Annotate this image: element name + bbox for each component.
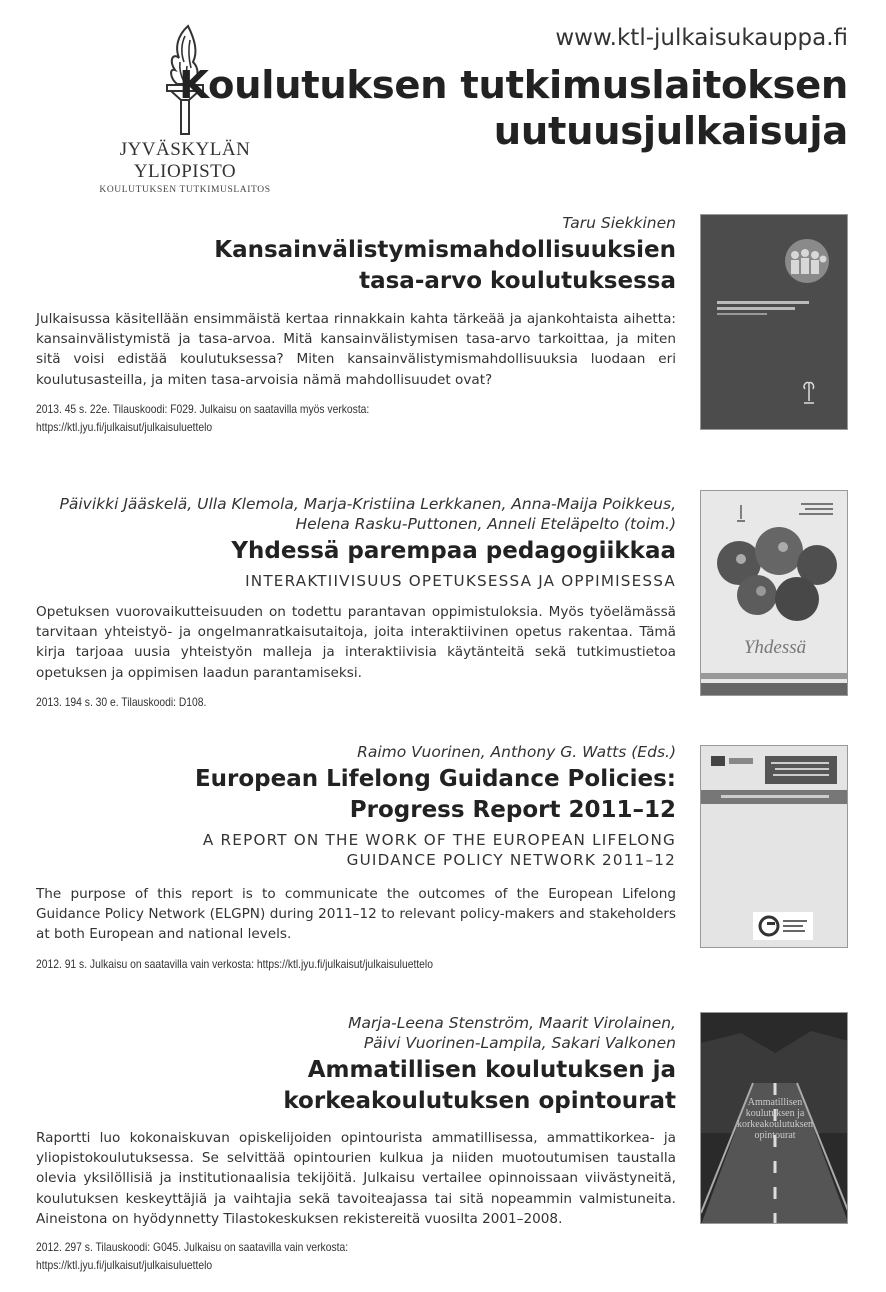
publication-authors: [36, 742, 676, 762]
publication-title: [36, 764, 676, 826]
publication-description: Opetuksen vuorovaikutteisuuden on todettu parantavan oppimistuloksia. Myös työelämässä tarvitaan yhteistyö- ja ongelmanratkaisutaitoja, joita interaktiivinen opetus rakentaa. Tämä kirja tarjoaa uusia yhteistyön malleja ja interaktiivisia käytänteitä sekä tutkimustietoa opetuksen ja oppimisen laadun parantamiseksi.: [36, 604, 676, 681]
cover-image-2: [700, 490, 848, 696]
publication-title: [36, 536, 676, 567]
svg-text:opintourat: opintourat: [754, 1130, 796, 1141]
title-line: tasa-arvo koulutuksessa: [359, 268, 676, 294]
university-name: JYVÄSKYLÄN YLIOPISTO: [119, 139, 251, 182]
cover-title: Yhdessä: [743, 637, 807, 658]
publication-authors: [36, 1013, 676, 1053]
publication-meta: [36, 400, 672, 436]
publication-meta: [36, 1238, 672, 1274]
publication-3: [36, 742, 676, 973]
page-headline: [179, 63, 848, 155]
title-line: Kansainvälistymismahdollisuuksien: [214, 237, 676, 263]
author-line: Päivikki Jääskelä, Ulla Klemola, Marja-Kristiina Lerkkanen, Anna-Maija Poikkeus,: [59, 495, 676, 513]
publication-subtitle: [36, 830, 676, 870]
meta-line[interactable]: 2012. 91 s. Julkaisu on saatavilla vain verkosta: https://ktl.jyu.fi/julkaisut/julkaisuluettelo: [36, 956, 433, 971]
author-line: Raimo Vuorinen, Anthony G. Watts (Eds.): [357, 743, 676, 761]
publication-description: The purpose of this report is to communicate the outcomes of the European Lifelong Guidance Policy Network (ELGPN) during 2011–12 to relevant policy-makers and stakeholders at both European and national levels.: [36, 886, 676, 943]
cover-image-3: [700, 745, 848, 948]
publication-2: [36, 494, 676, 711]
headline-line: Koulutuksen tutkimuslaitoksen: [179, 63, 848, 108]
headline-line: uutuusjulkaisuja: [493, 109, 848, 154]
meta-line: 2013. 194 s. 30 e. Tilauskoodi: D108.: [36, 694, 207, 709]
author-line: Päivi Vuorinen-Lampila, Sakari Valkonen: [363, 1034, 676, 1052]
publication-subtitle: [36, 571, 676, 591]
publication-description: Raportti luo kokonaiskuvan opiskelijoiden opintourista ammatillisessa, ammattikorkea- ja yliopistokoulutuksessa. Se selvittää opintourien kulkua ja niiden muotoutumisen taustalla olevia yksilöllisiä ja institutionaalisia tekijöitä. Julkaisu vertailee opinnoissaan viivästyneitä, koulutuksen keskeyttäjiä ja vaihtajia sekä tavoiteajassa tai sitä nopeammin valmistuneita. Aineistona on hyödynnetty Tilastokeskuksen rekistereitä vuosilta 2001–2008.: [36, 1130, 676, 1227]
subtitle-line: A REPORT ON THE WORK OF THE EUROPEAN LIFELONG: [202, 831, 676, 849]
subtitle-line: GUIDANCE POLICY NETWORK 2011–12: [346, 851, 676, 869]
meta-line: 2012. 297 s. Tilauskoodi: G045. Julkaisu on saatavilla vain verkosta:: [36, 1240, 349, 1255]
publication-description: Julkaisussa käsitellään ensimmäistä kertaa rinnakkain kahta tärkeää ja ajankohtaista aihetta: kansainvälistymistä ja tasa-arvoa. Mitä kansainvälistymisen tasa-arvo tarkoittaa, ja miten sitä voisi edistää koulutuksessa? Miten kansainvälistymismahdollisuuksia luodaan eri koulutusasteilla, ja miten tasa-arvoisia nämä mahdollisuudet ovat?: [36, 311, 676, 388]
publication-4: [36, 1013, 676, 1274]
publication-meta: [36, 693, 672, 711]
cover-image-1: [700, 214, 848, 430]
subtitle-line: INTERAKTIIVISUUS OPETUKSESSA JA OPPIMISESSA: [245, 572, 676, 590]
title-line: Progress Report 2011–12: [349, 797, 676, 823]
meta-link[interactable]: https://ktl.jyu.fi/julkaisut/julkaisuluettelo: [36, 1258, 213, 1273]
title-line: European Lifelong Guidance Policies:: [194, 766, 676, 792]
author-line: Helena Rasku-Puttonen, Anneli Eteläpelto (toim.): [295, 515, 676, 533]
title-line: Yhdessä parempaa pedagogiikkaa: [231, 538, 676, 564]
publication-authors: [36, 213, 676, 233]
meta-link[interactable]: https://ktl.jyu.fi/julkaisut/julkaisuluettelo: [36, 419, 213, 434]
title-line: korkeakoulutuksen opintourat: [283, 1088, 676, 1114]
author-line: Marja-Leena Stenström, Maarit Virolainen,: [348, 1014, 676, 1032]
title-line: Ammatillisen koulutuksen ja: [307, 1057, 676, 1083]
svg-text:Ammatillisen: Ammatillisen: [747, 1097, 803, 1108]
cover-image-4: [700, 1012, 848, 1224]
publication-meta: [36, 955, 672, 973]
publication-1: [36, 213, 676, 436]
svg-text:koulutuksen ja: koulutuksen ja: [745, 1108, 805, 1119]
author-line: Taru Siekkinen: [562, 214, 676, 232]
institute-name: KOULUTUKSEN TUTKIMUSLAITOS: [99, 185, 271, 195]
publication-title: [36, 235, 676, 297]
publication-authors: [36, 494, 676, 534]
publication-title: [36, 1055, 676, 1117]
shop-url[interactable]: www.ktl-julkaisukauppa.fi: [555, 25, 848, 51]
svg-text:korkeakoulutuksen: korkeakoulutuksen: [736, 1119, 814, 1130]
meta-line: 2013. 45 s. 22e. Tilauskoodi: F029. Julkaisu on saatavilla myös verkosta:: [36, 401, 370, 416]
